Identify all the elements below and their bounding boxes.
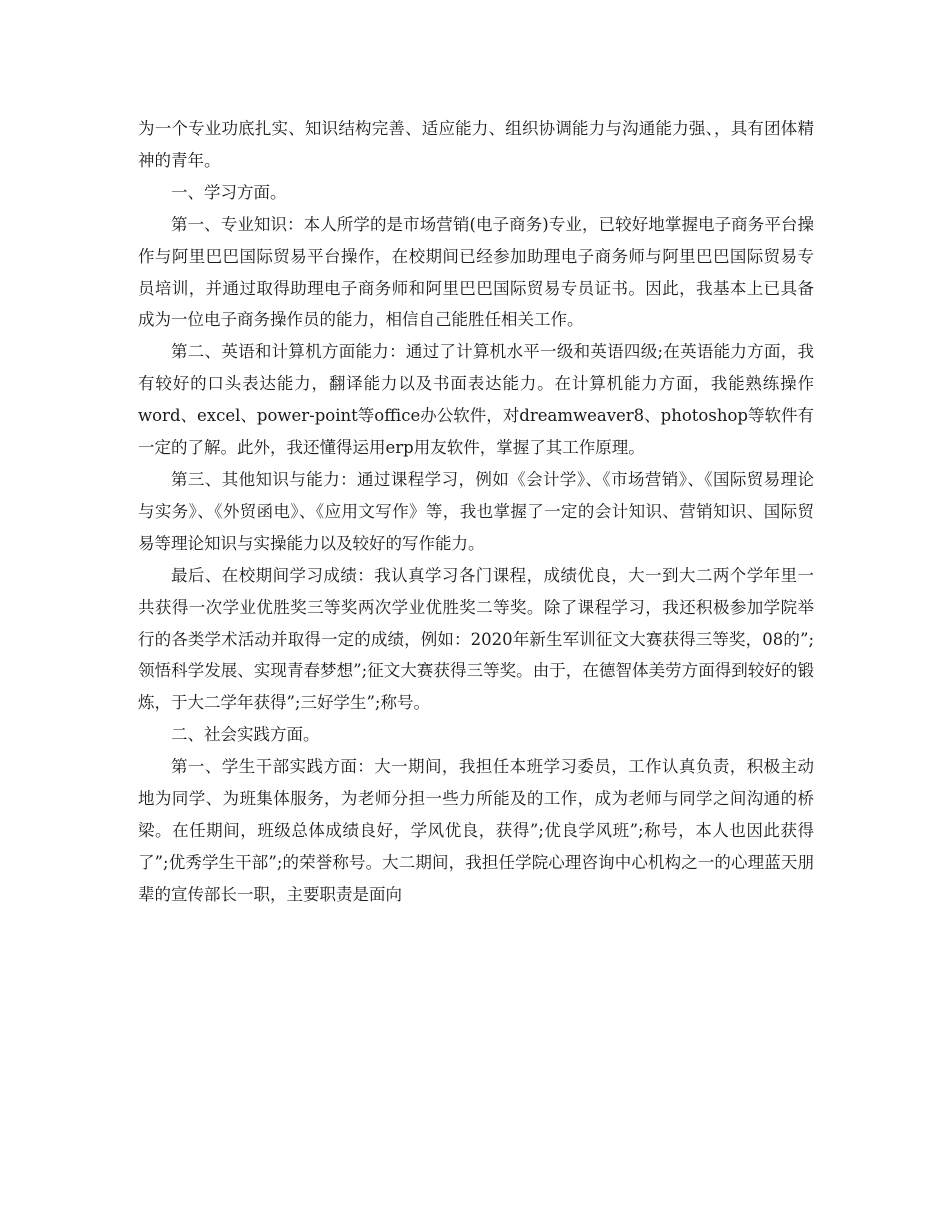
heading-social-practice: 二、社会实践方面。 xyxy=(171,725,320,745)
paragraph-student-cadre: 第一、学生干部实践方面：大一期间，我担任本班学习委员，工作认真负责，积极主动地为同学、为班集体服务，为老师分担一些力所能及的工作，成为老师与同学之间沟通的桥梁。在任期间，班级总体成绩良好，学风优良，获得”;优良学风班”;称号，本人也因此获得了”;优秀学生干部”;的荣誉称号。大二期间，我担任学院心理咨询中心机构之一的心理蓝天朋辈的宣传部长一职，主要职责是面向 xyxy=(138,757,814,904)
document-body xyxy=(138,113,814,911)
paragraph-english-computer: 第二、英语和计算机方面能力：通过了计算机水平一级和英语四级;在英语能力方面，我有较好的口头表达能力，翻译能力以及书面表达能力。在计算机能力方面，我能熟练操作word、excel、power-point等office办公软件，对dreamweaver8、photoshop等软件有一定的了解。此外，我还懂得运用erp用友软件，掌握了其工作原理。 xyxy=(138,342,814,458)
paragraph-academic-results: 最后、在校期间学习成绩：我认真学习各门课程，成绩优良，大一到大二两个学年里一共获得一次学业优胜奖三等奖两次学业优胜奖二等奖。除了课程学习，我还积极参加学院举行的各类学术活动并取得一定的成绩，例如：2020年新生军训征文大赛获得三等奖，08的”;领悟科学发展、实现青春梦想”;征文大赛获得三等奖。由于，在德智体美劳方面得到较好的锻炼，于大二学年获得”;三好学生”;称号。 xyxy=(138,565,814,713)
paragraph-intro-continuation: 为一个专业功底扎实、知识结构完善、适应能力、组织协调能力与沟通能力强、，具有团体精神的青年。 xyxy=(138,119,814,170)
heading-study: 一、学习方面。 xyxy=(171,182,287,202)
paragraph-professional-knowledge: 第一、专业知识：本人所学的是市场营销(电子商务)专业，已较好地掌握电子商务平台操作与阿里巴巴国际贸易平台操作，在校期间已经参加助理电子商务师与阿里巴巴国际贸易专员培训，并通过取得助理电子商务师和阿里巴巴国际贸易专员证书。因此，我基本上已具备成为一位电子商务操作员的能力，相信自己能胜任相关工作。 xyxy=(138,214,814,330)
paragraph-other-knowledge: 第三、其他知识与能力：通过课程学习，例如《会计学》、《市场营销》、《国际贸易理论与实务》、《外贸函电》、《应用文写作》等，我也掌握了一定的会计知识、营销知识、国际贸易等理论知识与实操能力以及较好的写作能力。 xyxy=(138,469,814,553)
